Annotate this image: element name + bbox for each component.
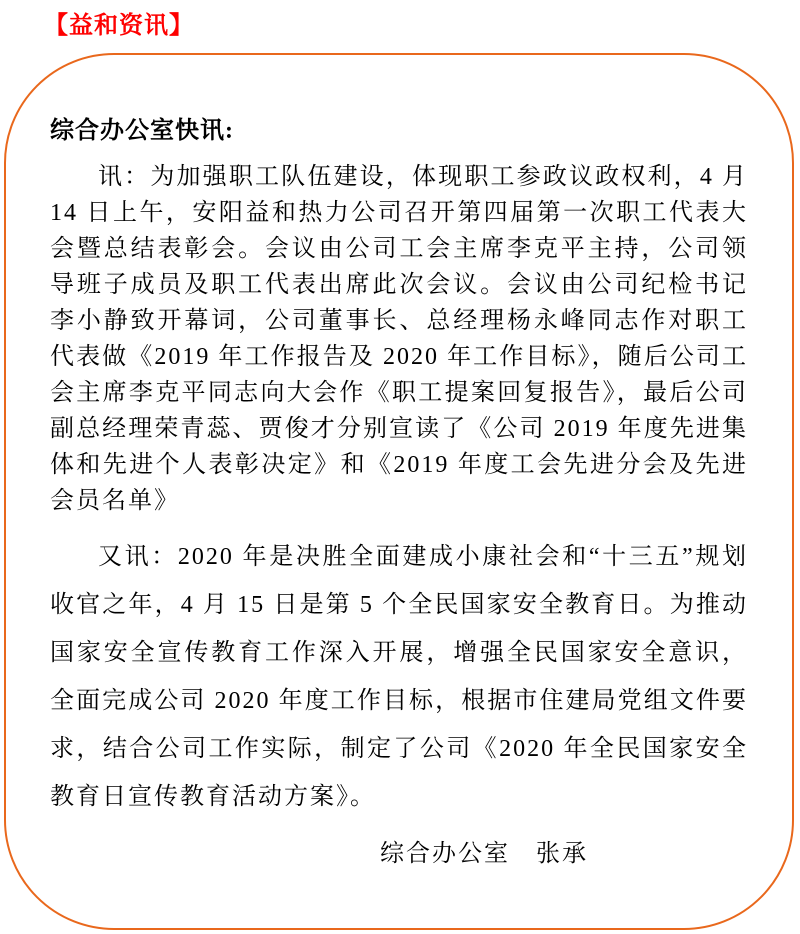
- signature-line: 综合办公室 张承: [380, 841, 588, 867]
- bulletin-content: [50, 115, 748, 868]
- bulletin-heading: 综合办公室快讯:: [50, 118, 234, 144]
- bulletin-border-box: [4, 53, 794, 930]
- bulletin-paragraph-2: 又讯：2020 年是决胜全面建成小康社会和“十三五”规划收官之年，4 月 15 日是第 5 个全民国家安全教育日。为推动国家安全宣传教育工作深入开展，增强全民国家安全意识，全面完成公司 2020 年度工作目标，根据市住建局党组文件要求，结合公司工作实际，制定了公司《2020 年全民国家安全教育日宣传教育活动方案》。: [50, 544, 748, 810]
- bulletin-paragraph-1: 讯：为加强职工队伍建设，体现职工参政议政权利，4 月 14 日上午，安阳益和热力公司召开第四届第一次职工代表大会暨总结表彰会。会议由公司工会主席李克平主持，公司领导班子成员及职工代表出席此次会议。会议由公司纪检书记李小静致开幕词，公司董事长、总经理杨永峰同志作对职工代表做《2019 年工作报告及 2020 年工作目标》，随后公司工会主席李克平同志向大会作《职工提案回复报告》，最后公司副总经理荣青蕊、贾俊才分别宣读了《公司 2019 年度先进集体和先进个人表彰决定》和《2019 年度工会先进分会及先进会员名单》: [50, 164, 748, 514]
- doc-title: 【益和资讯】: [44, 13, 194, 39]
